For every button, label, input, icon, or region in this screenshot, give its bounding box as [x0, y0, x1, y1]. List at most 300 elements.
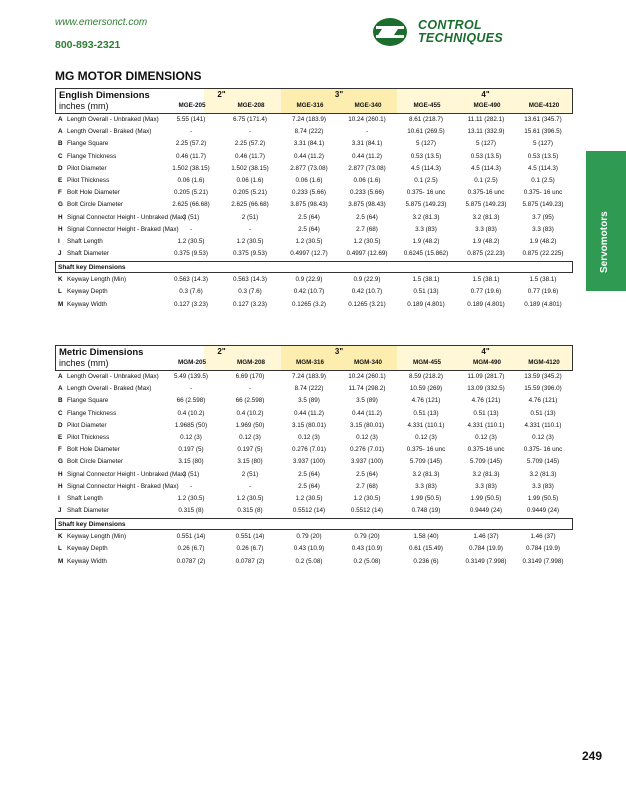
- cell-value: 0.189 (4.801): [467, 300, 505, 308]
- row-label: Pilot Thickness: [67, 433, 110, 441]
- row-letter: A: [58, 373, 63, 380]
- cell-value: 0.197 (5): [178, 446, 204, 454]
- cell-value: 0.205 (5.21): [174, 189, 208, 197]
- cell-value: 0.189 (4.801): [407, 300, 445, 308]
- cell-value: 0.784 (19.9): [469, 545, 503, 553]
- row-label: Pilot Thickness: [67, 176, 110, 184]
- cell-value: 0.375-16 unc: [467, 446, 505, 454]
- table-row: [55, 138, 573, 150]
- cell-value: 3.937 (100): [292, 458, 326, 466]
- cell-value: 13.09 (332.5): [467, 385, 505, 393]
- cell-value: 3.2 (81.3): [472, 470, 500, 478]
- table-row: [55, 199, 573, 211]
- size-group-label: 4": [481, 90, 490, 99]
- cell-value: 3.2 (81.3): [529, 470, 557, 478]
- table-row: [55, 456, 573, 468]
- cell-value: 0.9449 (24): [469, 507, 503, 515]
- cell-value: 0.42 (10.7): [351, 288, 383, 296]
- cell-value: 1.2 (30.5): [353, 237, 381, 245]
- cell-value: 0.4997 (12.69): [346, 250, 388, 258]
- cell-value: 0.12 (3): [239, 433, 261, 441]
- cell-value: 5.49 (139.5): [174, 373, 208, 380]
- table-row: [55, 395, 573, 407]
- table-row: [55, 383, 573, 395]
- cell-value: 0.375-16 unc: [467, 189, 505, 197]
- row-letter: E: [58, 433, 63, 441]
- cell-value: 1.969 (50): [235, 421, 265, 429]
- cell-value: 11.09 (281.7): [467, 373, 505, 380]
- model-column-header: MGE-316: [296, 102, 324, 109]
- row-label: Shaft Diameter: [67, 507, 109, 515]
- table-row: [55, 543, 573, 555]
- cell-value: 0.3149 (7.998): [522, 557, 564, 565]
- cell-value: 3.937 (100): [350, 458, 384, 466]
- model-column-header: MGE-208: [237, 102, 265, 109]
- row-letter: L: [58, 545, 62, 553]
- cell-value: 0.875 (22.225): [522, 250, 564, 258]
- table-row: [55, 505, 573, 517]
- row-label: Keyway Width: [67, 557, 107, 565]
- cell-value: 0.375- 16 unc: [406, 446, 446, 454]
- cell-value: 1.9 (48.2): [472, 237, 500, 245]
- row-letter: A: [58, 128, 63, 136]
- cell-value: 0.51 (13): [530, 409, 556, 417]
- model-column-header: MGE-4120: [528, 102, 560, 109]
- row-label: Pilot Diameter: [67, 421, 107, 429]
- cell-value: 0.26 (6.7): [236, 545, 264, 553]
- row-letter: K: [58, 276, 63, 284]
- cell-value: 0.276 (7.01): [350, 446, 384, 454]
- size-group-label: 2": [217, 347, 226, 356]
- row-label: Shaft Length: [67, 237, 103, 245]
- cell-value: 0.51 (13): [413, 288, 439, 296]
- cell-value: 2.5 (64): [356, 213, 378, 221]
- row-label: Length Overall - Unbraked (Max): [67, 116, 159, 123]
- row-label: Keyway Depth: [67, 545, 108, 553]
- cell-value: 0.06 (1.6): [295, 176, 323, 184]
- cell-value: 2.877 (73.08): [290, 164, 328, 172]
- cell-value: 8.59 (218.2): [409, 373, 443, 380]
- cell-value: 0.44 (11.2): [294, 409, 324, 417]
- metric-header: [55, 345, 573, 371]
- row-label: Bolt Circle Diameter: [67, 458, 123, 466]
- cell-value: 0.189 (4.801): [524, 300, 562, 308]
- cell-value: 3.5 (89): [356, 397, 378, 405]
- row-label: Length Overall - Unbraked (Max): [67, 373, 159, 380]
- cell-value: 0.551 (14): [235, 533, 265, 541]
- cell-value: 3.31 (84.1): [293, 140, 325, 148]
- table-row: [55, 493, 573, 505]
- row-letter: I: [58, 494, 60, 502]
- cell-value: 8.61 (218.7): [409, 116, 443, 123]
- table-row: [55, 163, 573, 175]
- cell-value: 2 (51): [241, 470, 259, 478]
- table-row: [55, 420, 573, 432]
- cell-value: 3.875 (98.43): [348, 201, 386, 209]
- table-row: [55, 151, 573, 163]
- cell-value: 0.5512 (14): [350, 507, 384, 515]
- size-group-3: [398, 89, 573, 113]
- cell-value: 1.2 (30.5): [236, 494, 264, 502]
- cell-value: 1.99 (50.5): [410, 494, 442, 502]
- logo-line-control: CONTROL: [418, 18, 482, 32]
- cell-value: 3.5 (89): [298, 397, 320, 405]
- cell-value: 0.12 (3): [356, 433, 378, 441]
- row-letter: A: [58, 385, 63, 393]
- cell-value: 2.5 (64): [356, 470, 378, 478]
- cell-value: 2.625 (66.68): [172, 201, 210, 209]
- cell-value: 0.5512 (14): [292, 507, 326, 515]
- cell-value: 0.233 (5.66): [292, 189, 326, 197]
- cell-value: 0.12 (3): [475, 433, 497, 441]
- cell-value: 0.53 (13.5): [527, 152, 559, 160]
- cell-value: 0.197 (5): [237, 446, 263, 454]
- cell-value: 0.43 (10.9): [293, 545, 325, 553]
- cell-value: 0.276 (7.01): [292, 446, 326, 454]
- cell-value: 4.5 (114.3): [528, 164, 558, 172]
- table-row: [55, 224, 573, 236]
- cell-value: 0.77 (19.6): [470, 288, 502, 296]
- table-row: [55, 531, 573, 543]
- cell-value: 5.709 (145): [469, 458, 503, 466]
- cell-value: 5 (127): [476, 140, 496, 148]
- row-letter: G: [58, 458, 63, 466]
- table-row: [55, 236, 573, 248]
- cell-value: 5.875 (149.23): [522, 201, 564, 209]
- row-letter: A: [58, 116, 63, 123]
- row-letter: D: [58, 421, 63, 429]
- cell-value: 0.44 (11.2): [294, 152, 324, 160]
- cell-value: -: [248, 225, 252, 233]
- english-dimensions-table: [55, 88, 573, 311]
- row-label: Signal Connector Height - Unbraked (Max): [67, 213, 186, 221]
- logo-line-techniques: TECHNIQUES: [418, 31, 503, 45]
- cell-value: 4.76 (121): [471, 397, 501, 405]
- cell-value: 13.61 (345.7): [524, 116, 562, 123]
- control-techniques-logo: [372, 14, 522, 50]
- cell-value: 2.877 (73.08): [348, 164, 386, 172]
- cell-value: -: [189, 385, 193, 393]
- size-group-label: 3": [334, 347, 344, 356]
- cell-value: -: [365, 128, 369, 136]
- table-title: English Dimensions: [59, 90, 150, 101]
- cell-value: 0.315 (8): [237, 507, 263, 515]
- dimension-rows: [55, 371, 573, 517]
- cell-value: 8.74 (222): [294, 128, 324, 136]
- cell-value: 0.51 (13): [473, 409, 499, 417]
- cell-value: 0.375- 16 unc: [523, 189, 563, 197]
- table-row: [55, 371, 573, 383]
- cell-value: 1.5 (38.1): [412, 276, 440, 284]
- cell-value: 1.99 (50.5): [527, 494, 559, 502]
- model-column-header: MGM-455: [413, 359, 441, 366]
- cell-value: 0.06 (1.6): [353, 176, 381, 184]
- page-title: MG MOTOR DIMENSIONS: [55, 69, 202, 83]
- cell-value: 0.12 (3): [532, 433, 554, 441]
- table-row: [55, 481, 573, 493]
- cell-value: 0.1265 (3.21): [348, 300, 386, 308]
- cell-value: 1.5 (38.1): [472, 276, 500, 284]
- table-row: [55, 444, 573, 456]
- cell-value: -: [189, 128, 193, 136]
- cell-value: 10.24 (260.1): [348, 116, 386, 123]
- row-letter: J: [58, 507, 62, 515]
- row-label: Bolt Hole Diameter: [67, 446, 120, 454]
- cell-value: 0.4997 (12.7): [290, 250, 328, 258]
- cell-value: 1.9 (48.2): [412, 237, 440, 245]
- cell-value: 3.3 (83): [415, 225, 437, 233]
- dimension-rows: [55, 114, 573, 260]
- cell-value: 6.69 (170): [235, 373, 265, 380]
- cell-value: 0.784 (19.9): [526, 545, 560, 553]
- cell-value: 13.59 (345.2): [524, 373, 562, 380]
- cell-value: 1.9 (48.2): [529, 237, 557, 245]
- cell-value: 2.5 (64): [298, 470, 320, 478]
- cell-value: 10.61 (269.5): [407, 128, 445, 136]
- cell-value: 0.61 (15.49): [409, 545, 443, 553]
- table-row: [55, 556, 573, 568]
- cell-value: 0.26 (6.7): [177, 545, 205, 553]
- cell-value: 0.06 (1.6): [177, 176, 205, 184]
- size-group-2: [281, 89, 397, 113]
- size-group-label: 4": [481, 347, 490, 356]
- cell-value: 0.1 (2.5): [531, 176, 555, 184]
- model-column-header: MGE-340: [354, 102, 382, 109]
- cell-value: 0.9449 (24): [526, 507, 560, 515]
- cell-value: 4.76 (121): [528, 397, 558, 405]
- cell-value: 0.46 (11.7): [235, 152, 265, 160]
- cell-value: 0.9 (22.9): [353, 276, 381, 284]
- cell-value: 15.61 (396.5): [524, 128, 562, 136]
- cell-value: 0.44 (11.2): [352, 152, 382, 160]
- cell-value: 0.12 (3): [180, 433, 202, 441]
- cell-value: 0.06 (1.6): [236, 176, 264, 184]
- cell-value: 3.2 (81.3): [412, 470, 440, 478]
- row-label: Shaft Length: [67, 494, 103, 502]
- cell-value: 0.315 (8): [178, 507, 204, 515]
- cell-value: 1.9685 (50): [174, 421, 208, 429]
- model-column-header: MGM-316: [296, 359, 324, 366]
- row-letter: B: [58, 140, 63, 148]
- cell-value: 0.46 (11.7): [176, 152, 206, 160]
- cell-value: 3.15 (80.01): [350, 421, 384, 429]
- cell-value: 0.2 (5.08): [295, 557, 323, 565]
- cell-value: 1.99 (50.5): [470, 494, 502, 502]
- cell-value: 0.205 (5.21): [233, 189, 267, 197]
- cell-value: 3.2 (81.3): [412, 213, 440, 221]
- cell-value: 10.59 (269): [409, 385, 443, 393]
- cell-value: 4.331 (110.1): [467, 421, 505, 429]
- row-letter: E: [58, 176, 63, 184]
- table-row: [55, 212, 573, 224]
- row-letter: D: [58, 164, 63, 172]
- cell-value: 7.24 (183.9): [292, 373, 326, 380]
- cell-value: 0.12 (3): [298, 433, 320, 441]
- cell-value: 2.25 (57.2): [175, 140, 207, 148]
- cell-value: 7.24 (183.9): [292, 116, 326, 123]
- table-row: [55, 299, 573, 311]
- cell-value: 0.375- 16 unc: [406, 189, 446, 197]
- row-label: Keyway Length (Min): [67, 533, 127, 541]
- row-label: Length Overall - Braked (Max): [67, 385, 152, 393]
- cell-value: 0.1 (2.5): [474, 176, 498, 184]
- table-units: inches (mm): [59, 358, 109, 368]
- model-column-header: MGE-455: [413, 102, 441, 109]
- row-letter: H: [58, 470, 63, 478]
- row-letter: L: [58, 288, 62, 296]
- size-group-label: 2": [217, 90, 226, 99]
- cell-value: 3.3 (83): [475, 225, 497, 233]
- cell-value: -: [189, 482, 193, 490]
- page-number: 249: [582, 749, 603, 763]
- cell-value: 2.7 (68): [356, 225, 378, 233]
- cell-value: -: [248, 482, 252, 490]
- cell-value: 5.875 (149.23): [465, 201, 507, 209]
- cell-value: 3.3 (83): [532, 225, 554, 233]
- cell-value: 5.709 (145): [526, 458, 560, 466]
- table-row: [55, 432, 573, 444]
- row-label: Keyway Length (Min): [67, 276, 127, 284]
- size-group-3: [398, 346, 573, 370]
- row-letter: F: [58, 189, 62, 197]
- cell-value: 0.53 (13.5): [470, 152, 502, 160]
- cell-value: 2.5 (64): [298, 482, 320, 490]
- row-label: Keyway Depth: [67, 288, 108, 296]
- cell-value: -: [248, 385, 252, 393]
- table-row: [55, 408, 573, 420]
- cell-value: 0.4 (10.2): [236, 409, 264, 417]
- model-column-header: MGM-490: [473, 359, 501, 366]
- row-letter: I: [58, 237, 60, 245]
- side-tab-label: Servomotors: [599, 211, 610, 273]
- cell-value: 0.79 (20): [354, 533, 380, 541]
- cell-value: 3.15 (80): [178, 458, 204, 466]
- row-letter: J: [58, 250, 62, 258]
- row-letter: B: [58, 397, 63, 405]
- cell-value: 1.2 (30.5): [295, 237, 323, 245]
- cell-value: 2.7 (68): [356, 482, 378, 490]
- size-group-1: [163, 346, 280, 370]
- cell-value: 0.127 (3.23): [174, 300, 208, 308]
- model-column-header: MGE-205: [178, 102, 206, 109]
- cell-value: 2.25 (57.2): [234, 140, 266, 148]
- cell-value: 0.44 (11.2): [352, 409, 382, 417]
- row-letter: C: [58, 152, 63, 160]
- cell-value: 3.3 (83): [475, 482, 497, 490]
- table-row: [55, 274, 573, 286]
- row-label: Keyway Width: [67, 300, 107, 308]
- cell-value: 0.3 (7.6): [238, 288, 262, 296]
- cell-value: 1.5 (38.1): [529, 276, 557, 284]
- cell-value: 0.51 (13): [413, 409, 439, 417]
- cell-value: 5 (127): [416, 140, 436, 148]
- cell-value: 0.79 (20): [296, 533, 322, 541]
- cell-value: 1.2 (30.5): [177, 237, 205, 245]
- cell-value: 3.31 (84.1): [351, 140, 383, 148]
- table-row: [55, 175, 573, 187]
- cell-value: 3.15 (80): [237, 458, 263, 466]
- side-tab-servomotors[interactable]: [586, 151, 626, 291]
- cell-value: 6.75 (171.4): [233, 116, 267, 123]
- model-column-header: MGM-4120: [528, 359, 560, 366]
- cell-value: 0.77 (19.6): [527, 288, 559, 296]
- table-units: inches (mm): [59, 101, 109, 111]
- cell-value: 2.5 (64): [298, 213, 320, 221]
- size-group-label: 3": [334, 90, 344, 99]
- cell-value: 3.3 (83): [532, 482, 554, 490]
- cell-value: 0.233 (5.66): [350, 189, 384, 197]
- cell-value: -: [189, 225, 193, 233]
- cell-value: 3.7 (95): [532, 213, 554, 221]
- table-row: [55, 469, 573, 481]
- cell-value: 0.42 (10.7): [293, 288, 325, 296]
- cell-value: 0.375- 16 unc: [523, 446, 563, 454]
- cell-value: 2.625 (66.68): [231, 201, 269, 209]
- emerson-ct-disc-icon: [372, 16, 412, 48]
- cell-value: 0.3 (7.6): [179, 288, 203, 296]
- cell-value: 0.375 (9.53): [174, 250, 208, 258]
- row-label: Bolt Hole Diameter: [67, 189, 120, 197]
- cell-value: 11.11 (282.1): [467, 116, 505, 123]
- cell-value: 0.6245 (15.862): [403, 250, 449, 258]
- cell-value: 0.1 (2.5): [414, 176, 438, 184]
- cell-value: 1.46 (37): [530, 533, 556, 541]
- cell-value: 5.709 (145): [409, 458, 443, 466]
- website-url[interactable]: www.emersonct.com: [55, 17, 148, 28]
- size-group-2: [281, 346, 397, 370]
- cell-value: 0.563 (14.3): [233, 276, 267, 284]
- row-label: Flange Square: [67, 140, 109, 148]
- cell-value: 5.875 (149.23): [405, 201, 447, 209]
- metric-dimensions-table: [55, 345, 573, 568]
- shaft-key-heading: Shaft key Dimensions: [55, 261, 573, 273]
- keyway-rows: [55, 274, 573, 311]
- cell-value: 1.502 (38.15): [231, 164, 269, 172]
- cell-value: 1.46 (37): [473, 533, 499, 541]
- cell-value: 0.12 (3): [415, 433, 437, 441]
- row-label: Signal Connector Height - Braked (Max): [67, 482, 179, 490]
- row-label: Flange Square: [67, 397, 109, 405]
- table-row: [55, 126, 573, 138]
- cell-value: 2.5 (64): [298, 225, 320, 233]
- cell-value: 4.331 (110.1): [407, 421, 445, 429]
- cell-value: 0.53 (13.5): [410, 152, 442, 160]
- cell-value: 15.59 (396.0): [524, 385, 562, 393]
- row-letter: M: [58, 300, 64, 308]
- cell-value: 13.11 (332.9): [467, 128, 505, 136]
- cell-value: 0.236 (6): [413, 557, 439, 565]
- row-label: Bolt Circle Diameter: [67, 201, 123, 209]
- row-letter: H: [58, 213, 63, 221]
- cell-value: 0.375 (9.53): [233, 250, 267, 258]
- table-row: [55, 286, 573, 298]
- keyway-rows: [55, 531, 573, 568]
- cell-value: 10.24 (260.1): [348, 373, 386, 380]
- cell-value: 4.331 (110.1): [524, 421, 562, 429]
- cell-value: 0.748 (19): [411, 507, 441, 515]
- cell-value: 0.1265 (3.2): [292, 300, 326, 308]
- english-header: [55, 88, 573, 114]
- cell-value: 0.0787 (2): [235, 557, 265, 565]
- cell-value: 0.3149 (7.998): [465, 557, 507, 565]
- cell-value: 3.15 (80.01): [292, 421, 326, 429]
- row-label: Signal Connector Height - Unbraked (Max): [67, 470, 186, 478]
- cell-value: 0.9 (22.9): [295, 276, 323, 284]
- cell-value: 0.0787 (2): [176, 557, 206, 565]
- cell-value: 1.2 (30.5): [353, 494, 381, 502]
- cell-value: 0.43 (10.9): [351, 545, 383, 553]
- cell-value: 1.58 (40): [413, 533, 439, 541]
